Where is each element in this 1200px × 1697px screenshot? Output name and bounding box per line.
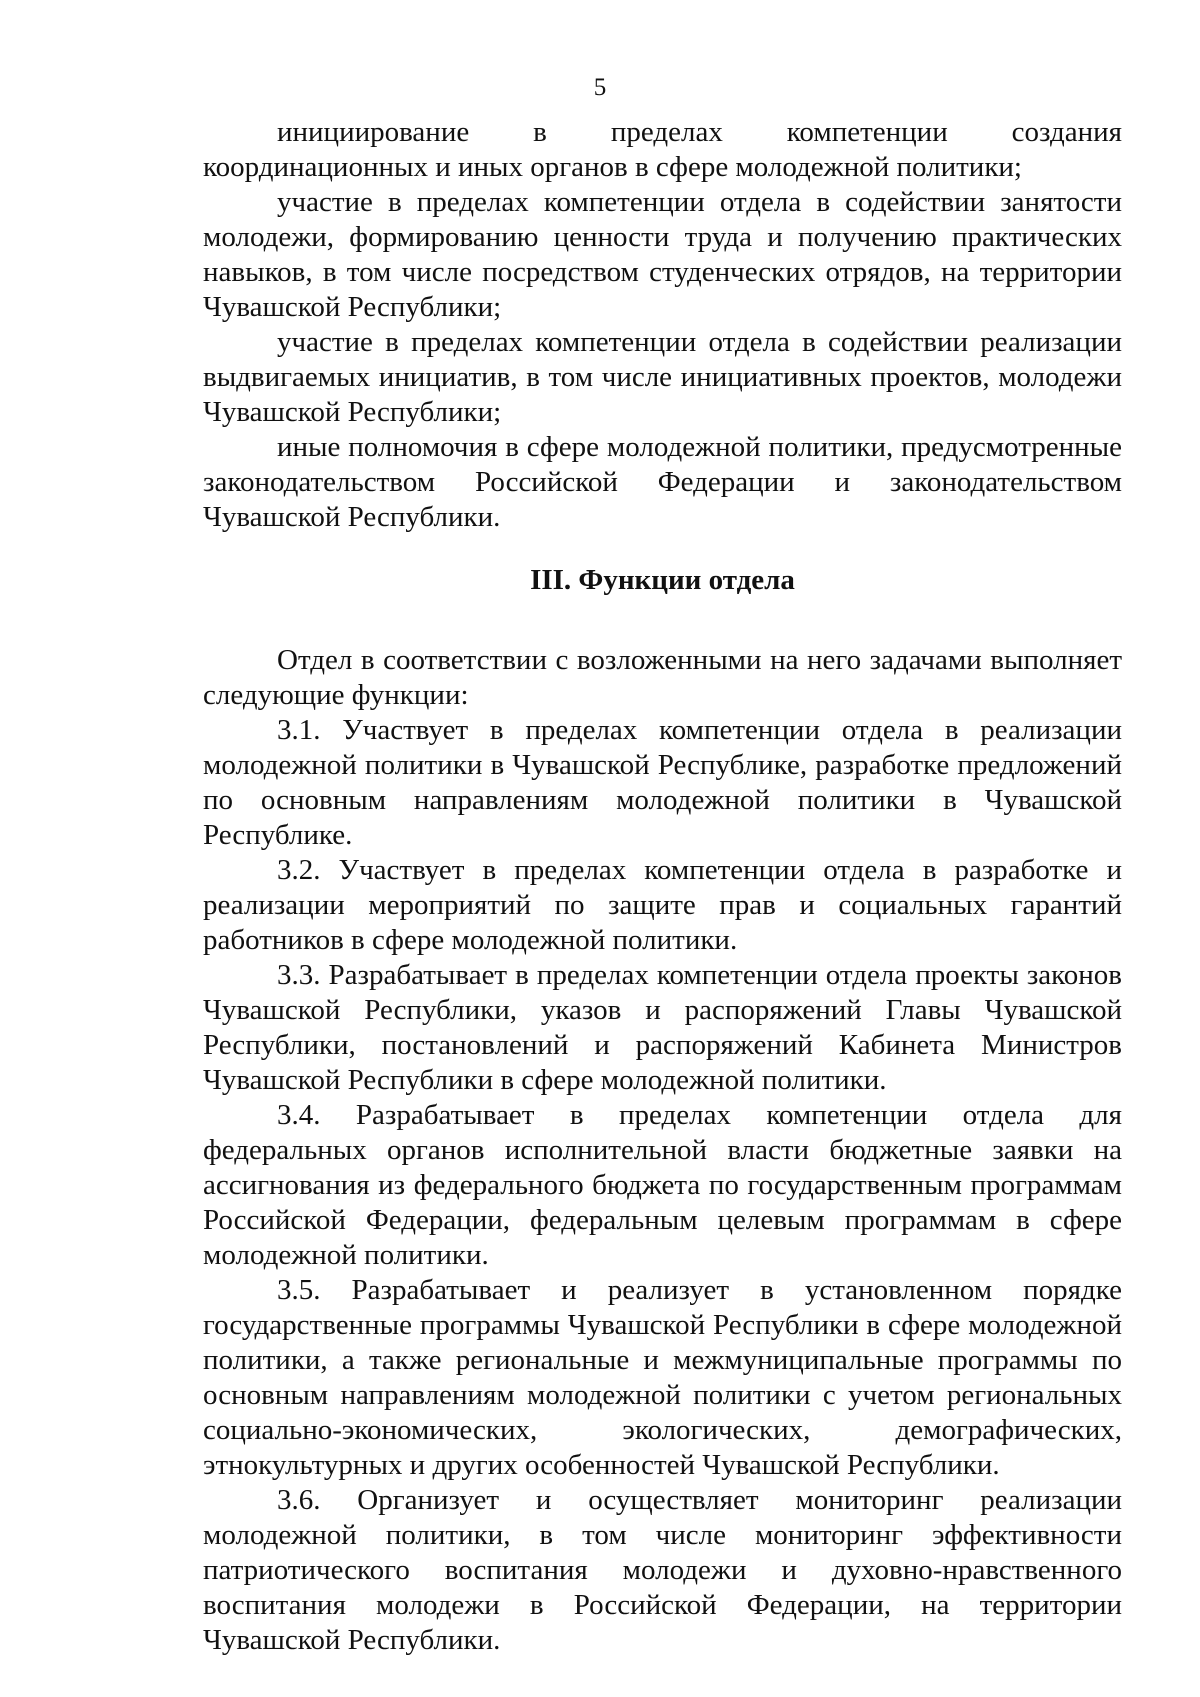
paragraph-function-3-3: 3.3. Разрабатывает в пределах компетенции отдела проекты законов Чувашской Республики, указов и распоряжений Главы Чувашской Республики, постановлений и распоряжений Кабинета Министров Чувашской Республики в сфере молодежной политики. [203, 959, 1122, 1096]
paragraph-function-3-6: 3.6. Организует и осуществляет мониторинг реализации молодежной политики, в том числе мониторинг эффективности патриотического воспитания молодежи и духовно-нравственного воспитания молодежи в Российской Федерации, на территории Чувашской Республики. [203, 1484, 1122, 1656]
paragraph-functions-intro: Отдел в соответствии с возложенными на него задачами выполняет следующие функции: [203, 644, 1122, 711]
paragraph-function-3-4: 3.4. Разрабатывает в пределах компетенции отдела для федеральных органов исполнительной власти бюджетные заявки на ассигнования из федерального бюджета по государственным программам Российской Федерации, федеральным целевым программам в сфере молодежной политики. [203, 1099, 1122, 1271]
paragraph-function-3-2: 3.2. Участвует в пределах компетенции отдела в разработке и реализации мероприятий по защите прав и социальных гарантий работников в сфере молодежной политики. [203, 854, 1122, 956]
page-number: 5 [593, 74, 607, 101]
paragraph-youth-employment: участие в пределах компетенции отдела в содействии занятости молодежи, формированию ценности труда и получению практических навыков, в том числе посредством студенческих отрядов, на территории Чувашской Республики; [203, 186, 1122, 323]
section-heading: III. Функции отдела [530, 564, 795, 596]
paragraph-function-3-1: 3.1. Участвует в пределах компетенции отдела в реализации молодежной политики в Чувашской Республике, разработке предложений по основным направлениям молодежной политики в Чувашской Республике. [203, 714, 1122, 851]
paragraph-coordination-bodies: инициирование в пределах компетенции создания координационных и иных органов в сфере молодежной политики; [203, 116, 1122, 183]
paragraph-other-powers: иные полномочия в сфере молодежной политики, предусмотренные законодательством Российской Федерации и законодательством Чувашской Республики. [203, 431, 1122, 533]
paragraph-youth-initiatives: участие в пределах компетенции отдела в содействии реализации выдвигаемых инициатив, в том числе инициативных проектов, молодежи Чувашской Республики; [203, 326, 1122, 428]
paragraph-function-3-5: 3.5. Разрабатывает и реализует в установленном порядке государственные программы Чувашской Республики в сфере молодежной политики, а также региональные и межмуниципальные программы по основным направлениям молодежной политики с учетом региональных социально-экономических, экологических, демографических, этнокультурных и других особенностей Чувашской Республики. [203, 1274, 1122, 1481]
document-body [203, 115, 1122, 1658]
